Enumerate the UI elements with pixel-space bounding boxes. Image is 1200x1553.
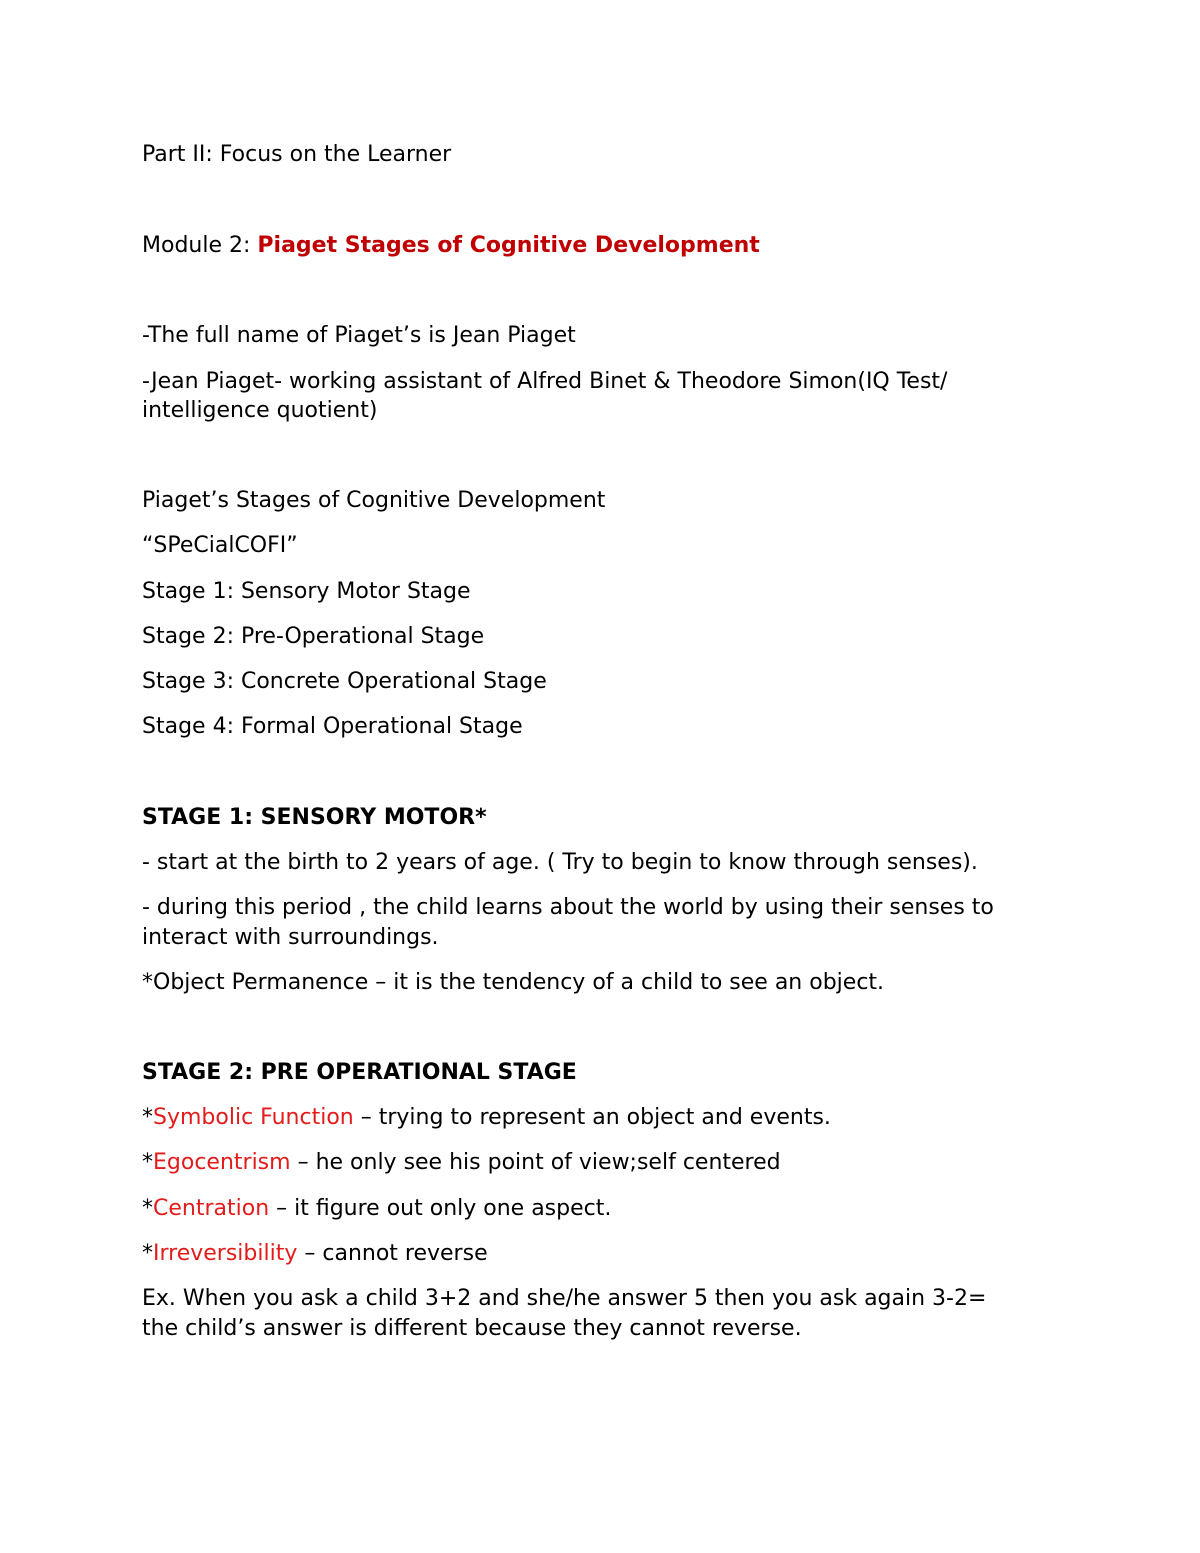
module-title: Piaget Stages of Cognitive Development	[257, 233, 760, 258]
term-star: *	[142, 1241, 153, 1266]
term-label: Egocentrism	[153, 1150, 291, 1175]
term-centration	[142, 1194, 611, 1224]
module-prefix: Module 2:	[142, 233, 258, 258]
intro-line-2: -Jean Piaget- working assistant of Alfred Binet & Theodore Simon(IQ Test/	[142, 369, 948, 394]
term-definition: – cannot reverse	[297, 1241, 488, 1266]
part-title: Part II: Focus on the Learner	[142, 142, 452, 167]
term-star: *	[142, 1105, 153, 1130]
intro-line-3: intelligence quotient)	[142, 398, 378, 423]
term-definition: – it figure out only one aspect.	[269, 1196, 612, 1221]
stage1-line-2: - during this period , the child learns about the world by using their senses to	[142, 895, 994, 920]
term-definition: – trying to represent an object and events.	[353, 1105, 831, 1130]
example-line-1: Ex. When you ask a child 3+2 and she/he answer 5 then you ask again 3-2=	[142, 1286, 987, 1311]
module-heading	[142, 231, 760, 261]
term-symbolic-function	[142, 1103, 831, 1133]
term-star: *	[142, 1196, 153, 1221]
stage-list-item-3: Stage 3: Concrete Operational Stage	[142, 669, 547, 694]
term-label: Symbolic Function	[153, 1105, 354, 1130]
term-label: Centration	[153, 1196, 270, 1221]
term-irreversibility	[142, 1239, 488, 1269]
stage1-line-3: interact with surroundings.	[142, 925, 439, 950]
stage-list-item-4: Stage 4: Formal Operational Stage	[142, 714, 523, 739]
term-egocentrism	[142, 1148, 781, 1178]
stage1-line-4: *Object Permanence – it is the tendency of a child to see an object.	[142, 970, 885, 995]
stages-heading: Piaget’s Stages of Cognitive Development	[142, 488, 606, 513]
stage2-heading: STAGE 2: PRE OPERATIONAL STAGE	[142, 1060, 577, 1085]
intro-line-1: -The full name of Piaget’s is Jean Piaget	[142, 323, 576, 348]
term-star: *	[142, 1150, 153, 1175]
term-label: Irreversibility	[153, 1241, 298, 1266]
stage-list-item-1: Stage 1: Sensory Motor Stage	[142, 579, 471, 604]
stage1-heading: STAGE 1: SENSORY MOTOR*	[142, 805, 487, 830]
mnemonic: “SPeCialCOFI”	[142, 533, 298, 558]
stage1-line-1: - start at the birth to 2 years of age. ( Try to begin to know through senses).	[142, 850, 978, 875]
stage-list-item-2: Stage 2: Pre-Operational Stage	[142, 624, 485, 649]
term-definition: – he only see his point of view;self centered	[290, 1150, 781, 1175]
example-line-2: the child’s answer is different because they cannot reverse.	[142, 1316, 802, 1341]
